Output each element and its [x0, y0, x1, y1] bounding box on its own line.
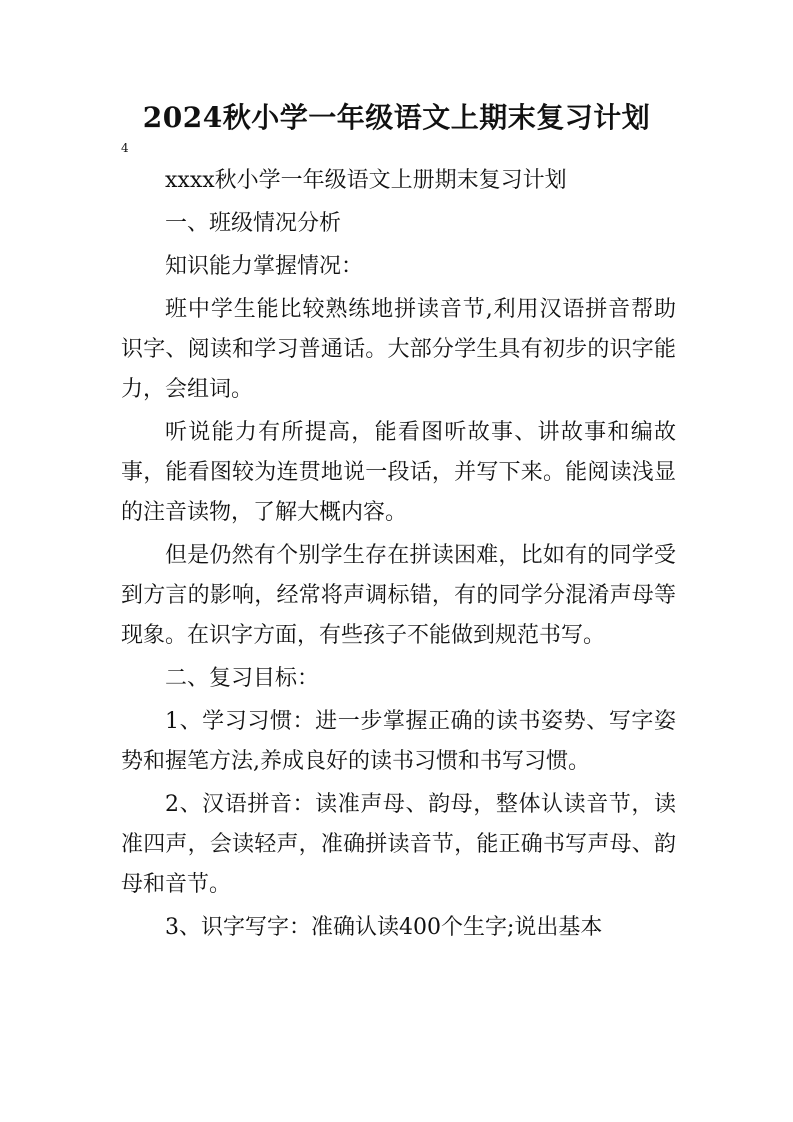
- subheading: 知识能力掌握情况：: [165, 254, 364, 279]
- paragraph: 3、识字写字：准确认读400个生字;说出基本: [165, 915, 603, 940]
- page-number: 4: [121, 141, 129, 155]
- paragraph: xxxx秋小学一年级语文上册期末复习计划: [165, 168, 567, 193]
- section-heading: 一、班级情况分析: [165, 211, 342, 236]
- document-body: [121, 161, 676, 951]
- paragraph: 听说能力有所提高，能看图听故事、讲故事和编故事，能看图较为连贯地说一段话，并写下来。能阅读浅显的注音读物，了解大概内容。: [121, 420, 676, 525]
- paragraph: 但是仍然有个别学生存在拼读困难，比如有的同学受到方言的影响，经常将声调标错，有的同学分混淆声母等现象。在识字方面，有些孩子不能做到规范书写。: [121, 543, 676, 648]
- section-heading: 二、复习目标：: [165, 666, 320, 691]
- paragraph: 2、汉语拼音：读准声母、韵母，整体认读音节，读准四声，会读轻声，准确拼读音节，能正确书写声母、韵母和音节。: [121, 792, 676, 897]
- paragraph: 班中学生能比较熟练地拼读音节,利用汉语拼音帮助识字、阅读和学习普通话。大部分学生具有初步的识字能力，会组词。: [121, 297, 676, 402]
- document-title: 2024秋小学一年级语文上期末复习计划: [142, 101, 651, 134]
- paragraph: 1、学习习惯：进一步掌握正确的读书姿势、写字姿势和握笔方法,养成良好的读书习惯和书写习惯。: [121, 709, 676, 774]
